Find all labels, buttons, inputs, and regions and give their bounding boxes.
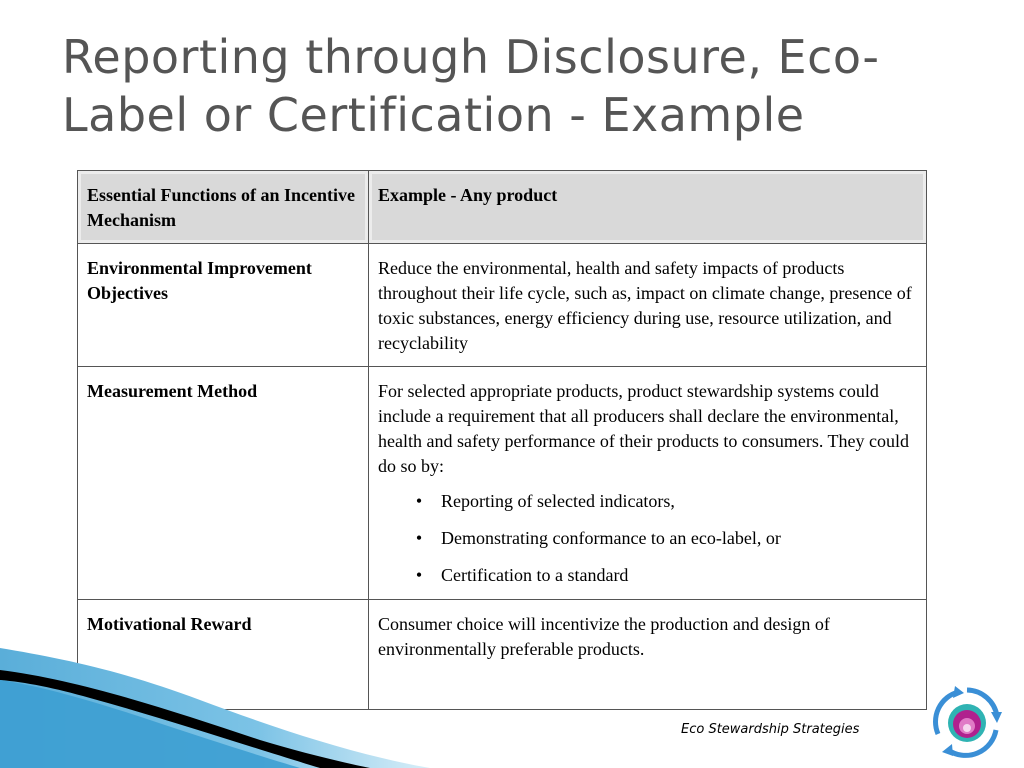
- bullet-icon: •: [415, 528, 423, 548]
- bullet-text: Demonstrating conformance to an eco-label, or: [441, 528, 781, 548]
- list-item: [409, 563, 917, 588]
- row-text-measurement: For selected appropriate products, product stewardship systems could include a requirement that all producers shall declare the environmental, health and safety performance of their products to consumers. They could do so by:: [378, 381, 909, 476]
- table-row: [78, 367, 927, 600]
- table-header-row: [78, 171, 927, 244]
- bullet-text: Reporting of selected indicators,: [441, 491, 675, 511]
- measurement-bullet-list: [378, 489, 917, 588]
- slide-title: [62, 28, 1002, 144]
- recycling-arrows-logo-icon: [928, 682, 1006, 762]
- row-label-objectives: Environmental Improvement Objectives: [78, 244, 369, 367]
- blue-swoosh-decoration: [0, 640, 430, 768]
- row-text-reward: Consumer choice will incentivize the production and design of environmentally preferable products.: [369, 600, 927, 710]
- table-row: [78, 244, 927, 367]
- row-label-measurement: Measurement Method: [78, 367, 369, 600]
- row-label-reward: Motivational Reward: [78, 600, 369, 710]
- header-cell-example: Example - Any product: [369, 171, 927, 244]
- footer-text: Eco Stewardship Strategies: [681, 722, 860, 737]
- row-cell-measurement: [369, 367, 927, 600]
- bullet-icon: •: [415, 491, 423, 511]
- header-cell-functions: Essential Functions of an Incentive Mechanism: [78, 171, 369, 244]
- slide-title-line-1: Reporting through Disclosure, Eco-: [62, 30, 880, 84]
- list-item: [409, 489, 917, 514]
- bullet-text: Certification to a standard: [441, 565, 629, 585]
- slide-title-line-2: Label or Certification - Example: [62, 88, 805, 142]
- row-text-objectives: Reduce the environmental, health and safety impacts of products throughout their life cycle, such as, impact on climate change, presence of toxic substances, energy efficiency during use, resource utilization, and recyclability: [369, 244, 927, 367]
- list-item: [409, 526, 917, 551]
- incentive-mechanism-table: [77, 170, 927, 710]
- bullet-icon: •: [415, 565, 423, 585]
